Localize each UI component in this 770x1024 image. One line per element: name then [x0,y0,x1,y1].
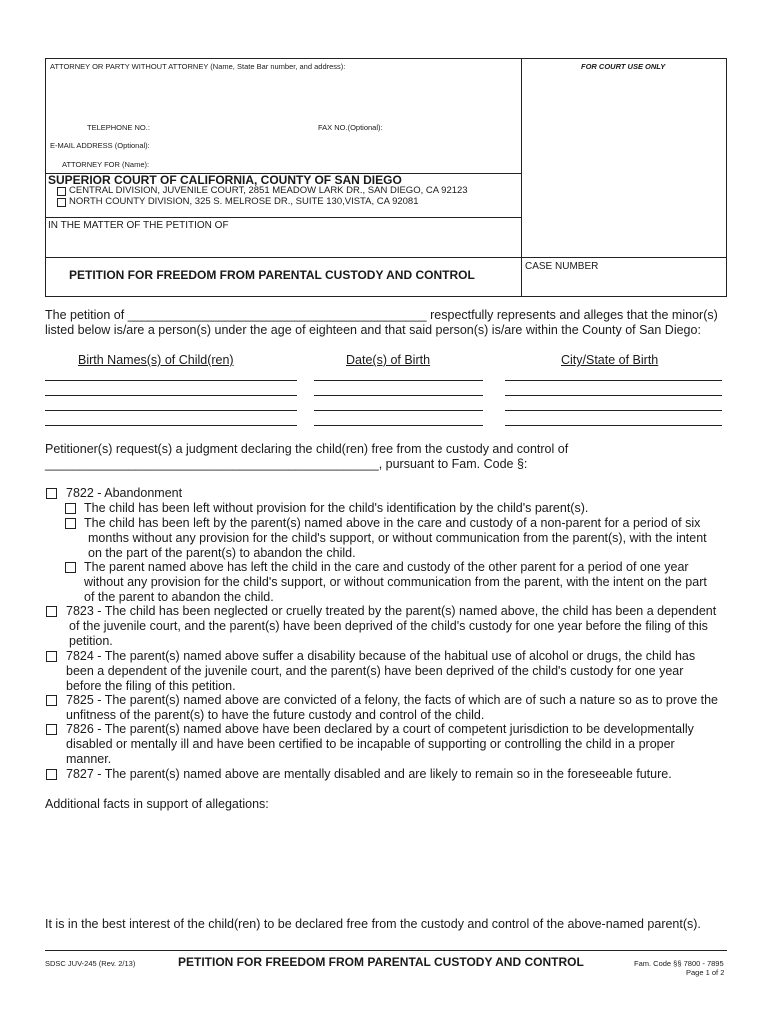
court-use-box [521,58,727,258]
north-division-checkbox[interactable] [57,198,66,207]
petitioner-name-field[interactable]: ___________________________________________ [127,308,427,322]
child-name-line-1[interactable] [45,380,297,381]
request-line-1: Petitioner(s) request(s) a judgment declaring the child(ren) free from the custody and control of [45,442,569,456]
footer-title: PETITION FOR FREEDOM FROM PARENTAL CUSTODY AND CONTROL [178,955,584,969]
footer-page: Page 1 of 2 [686,968,725,977]
child-dob-line-2[interactable] [314,395,483,396]
s7822-c3: of the parent to abandon the child. [84,590,274,604]
court-use-label: FOR COURT USE ONLY [581,62,666,71]
s7822-a: The child has been left without provision for the child's identification by the child's parent(s). [84,501,589,515]
s7826-2: disabled or mentally ill and have been certified to be incapable of supporting or controlling the child in a proper [66,737,675,751]
intro-represents: respectfully represents and alleges that the minor(s) [430,308,718,322]
s7822-c1: The parent named above has left the child in the care and custody of the other parent for a period of one year [84,560,689,574]
request-line-2[interactable]: ________________________________________________, pursuant to Fam. Code §: [45,457,528,471]
footer-code: Fam. Code §§ 7800 - 7895 [634,959,724,968]
checkbox-7826[interactable] [46,724,57,735]
matter-label: IN THE MATTER OF THE PETITION OF [48,220,229,231]
child-place-line-3[interactable] [505,410,722,411]
attorney-for-label: ATTORNEY FOR (Name): [62,160,150,169]
email-label: E-MAIL ADDRESS (Optional): [50,141,150,150]
checkbox-7823[interactable] [46,606,57,617]
col-header-names: Birth Names(s) of Child(ren) [78,353,234,367]
child-place-line-2[interactable] [505,395,722,396]
checkbox-7825[interactable] [46,695,57,706]
fax-label: FAX NO.(Optional): [318,123,383,132]
child-dob-line-4[interactable] [314,425,483,426]
footer-divider [45,950,727,951]
case-number-label: CASE NUMBER [525,261,599,272]
s7824-2: been a dependent of the juvenile court, and the parent(s) have been deprived of the child's custody for one year [66,664,684,678]
additional-facts-area[interactable] [45,815,725,910]
form-title: PETITION FOR FREEDOM FROM PARENTAL CUSTODY AND CONTROL [69,268,475,282]
s7822-c2: without any provision for the child's support, or without communication from the parent, with the intent on the part [84,575,707,589]
s7826-3: manner. [66,752,112,766]
s7826-1: 7826 - The parent(s) named above have been declared by a court of competent jurisdiction to be developmentally [66,722,694,736]
s7822-title: 7822 - Abandonment [66,486,183,500]
checkbox-7822[interactable] [46,488,57,499]
checkbox-7824[interactable] [46,651,57,662]
attorney-label: ATTORNEY OR PARTY WITHOUT ATTORNEY (Name, State Bar number, and address): [50,62,346,71]
child-dob-line-3[interactable] [314,410,483,411]
child-name-line-2[interactable] [45,395,297,396]
s7824-3: before the filing of this petition. [66,679,236,693]
intro-line-1 [45,308,718,323]
intro-petition-of: The petition of [45,308,125,322]
checkbox-7822-a[interactable] [65,503,76,514]
telephone-label: TELEPHONE NO.: [87,123,150,132]
checkbox-7822-c[interactable] [65,562,76,573]
s7822-b1: The child has been left by the parent(s) named above in the care and custody of a non-parent for a period of six [84,516,701,530]
checkbox-7822-b[interactable] [65,518,76,529]
s7822-b2: months without any provision for the child's support, or without communication from the parent(s), with the intent [88,531,707,545]
court-title: SUPERIOR COURT OF CALIFORNIA, COUNTY OF SAN DIEGO [48,173,402,187]
s7824-1: 7824 - The parent(s) named above suffer a disability because of the habitual use of alcohol or drugs, the child has [66,649,696,663]
child-dob-line-1[interactable] [314,380,483,381]
child-place-line-4[interactable] [505,425,722,426]
s7823-2: of the juvenile court, and the parent(s) have been deprived of the child's custody for one year before the filing of this [69,619,708,633]
attorney-box [45,58,522,174]
s7822-b3: on the part of the parent(s) to abandon the child. [88,546,356,560]
s7823-1: 7823 - The child has been neglected or cruelly treated by the parent(s) named above, the child has been a dependent [66,604,717,618]
s7825-2: unfitness of the parent(s) to have the future custody and control of the child. [66,708,485,722]
s7825-1: 7825 - The parent(s) named above are convicted of a felony, the facts of which are of such a nature so as to prove the [66,693,719,707]
child-place-line-1[interactable] [505,380,722,381]
s7827: 7827 - The parent(s) named above are mentally disabled and are likely to remain so in the foreseeable future. [66,767,672,781]
central-division-label: CENTRAL DIVISION, JUVENILE COURT, 2851 MEADOW LARK DR., SAN DIEGO, CA 92123 [69,185,468,196]
best-interest-statement: It is in the best interest of the child(ren) to be declared free from the custody and control of the above-named parent(s). [45,917,701,931]
s7823-3: petition. [69,634,113,648]
footer-form-id: SDSC JUV-245 (Rev. 2/13) [45,959,136,968]
north-division-label: NORTH COUNTY DIVISION, 325 S. MELROSE DR., SUITE 130,VISTA, CA 92081 [69,196,419,207]
intro-line-2: listed below is/are a person(s) under the age of eighteen and that said person(s) is/are within the County of San Diego: [45,323,701,337]
col-header-dob: Date(s) of Birth [346,353,431,367]
child-name-line-4[interactable] [45,425,297,426]
checkbox-7827[interactable] [46,769,57,780]
child-name-line-3[interactable] [45,410,297,411]
col-header-place: City/State of Birth [561,353,659,367]
additional-facts-label: Additional facts in support of allegations: [45,797,269,811]
central-division-checkbox[interactable] [57,187,66,196]
